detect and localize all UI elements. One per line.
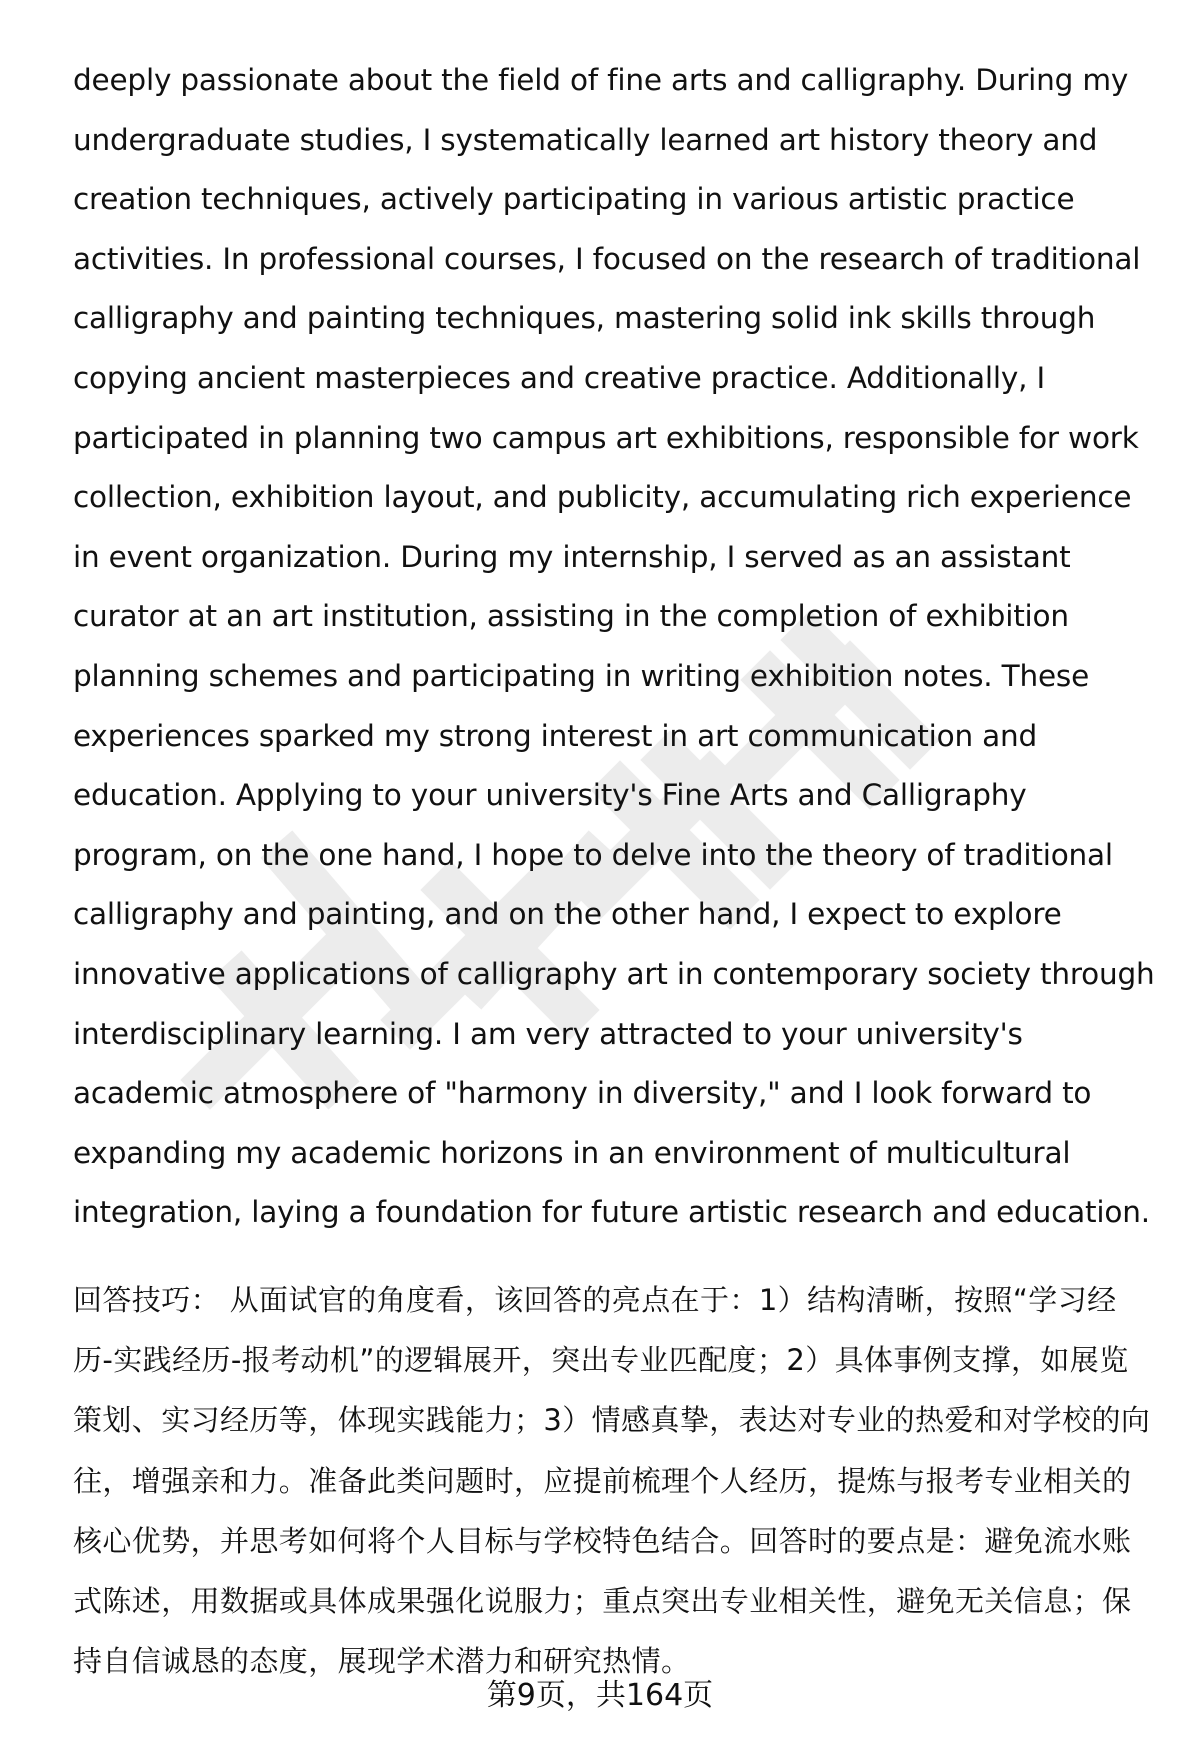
answer-tips-paragraph: 回答技巧： 从面试官的角度看，该回答的亮点在于：1）结构清晰，按照“学习经历-实践经历-报考动机”的逻辑展开，突出专业匹配度；2）具体事例支撑，如展览策划、实习经历等，体现实践能力；3）情感真挚，表达对专业的热爱和对学校的向往，增强亲和力。准备此类问题时，应提前梳理个人经历，提炼与报考专业相关的核心优势，并思考如何将个人目标与学校特色结合。回答时的要点是：避免流水账式陈述，用数据或具体成果强化说服力；重点突出专业相关性，避免无关信息；保持自信诚恳的态度，展现学术潜力和研究热情。: [73, 1283, 1151, 1679]
answer-english-paragraph: deeply passionate about the field of fine arts and calligraphy. During my undergraduate studies, I systematically learned art history theory and creation techniques, actively participating in various artistic practice activities. In professional courses, I focused on the research of traditional calligraphy and painting techniques, mastering solid ink skills through copying ancient masterpieces and creative practice. Additionally, I participated in planning two campus art exhibitions, responsible for work collection, exhibition layout, and publicity, accumulating rich experience in event organization. During my internship, I served as an assistant curator at an art institution, assisting in the completion of exhibition planning schemes and participating in writing exhibition notes. These experiences sparked my strong interest in art communication and education. Applying to your university's Fine Arts and Calligraphy program, on the one hand, I hope to delve into the theory of traditional calligraphy and painting, and on the other hand, I expect to explore innovative applications of calligraphy art in contemporary society through interdisciplinary learning. I am very attracted to your university's academic atmosphere of "harmony in diversity," and I look forward to expanding my academic horizons in an environment of multicultural integration, laying a foundation for future artistic research and education.: [73, 63, 1155, 1230]
page-number-footer: 第9页，共164页: [486, 1678, 714, 1713]
